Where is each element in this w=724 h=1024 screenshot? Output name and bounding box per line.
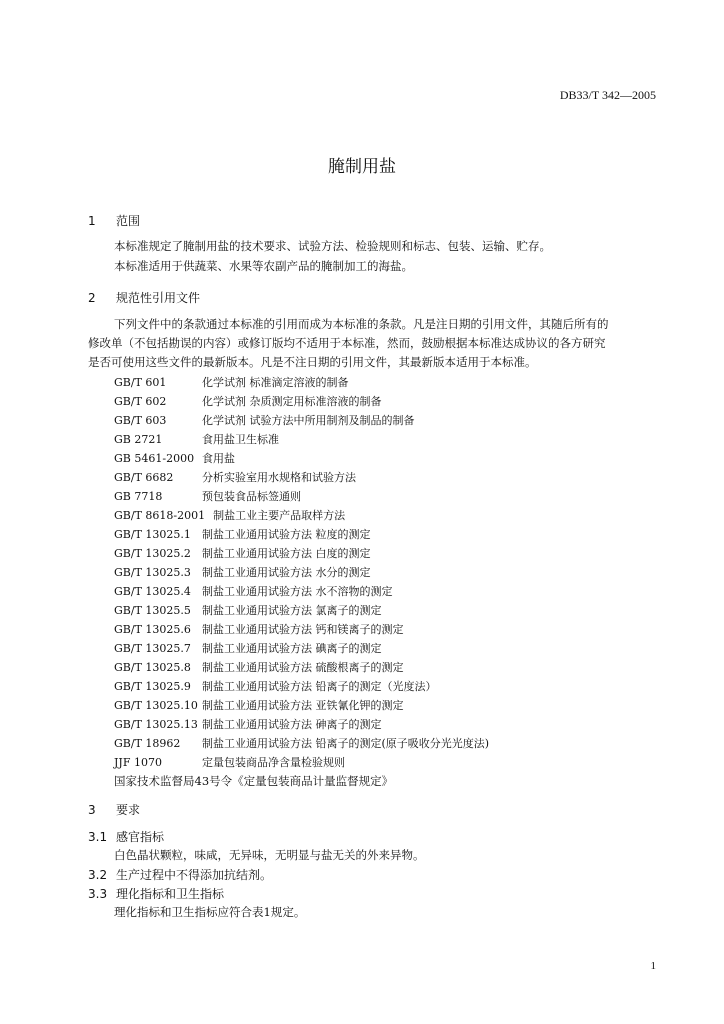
reference-code: GB/T 13025.1 xyxy=(114,528,191,541)
reference-title: 制盐工业通用试验方法 氯离子的测定 xyxy=(202,604,382,617)
reference-item xyxy=(114,678,437,694)
reference-item xyxy=(114,412,415,428)
reference-code: GB 2721 xyxy=(114,433,163,446)
reference-title: 制盐工业通用试验方法 硫酸根离子的测定 xyxy=(202,661,404,674)
reference-code: GB/T 13025.8 xyxy=(114,661,191,674)
reference-item xyxy=(114,431,279,447)
reference-title: 分析实验室用水规格和试验方法 xyxy=(202,471,356,484)
subsection-text: 生产过程中不得添加抗结剂。 xyxy=(116,868,273,882)
reference-title: 定量包装商品净含量检验规则 xyxy=(202,756,345,769)
page-number: 1 xyxy=(650,960,656,972)
section-title: 范围 xyxy=(116,214,141,228)
reference-title: 化学试剂 试验方法中所用制剂及制品的制备 xyxy=(202,414,415,427)
reference-code: GB/T 13025.2 xyxy=(114,547,191,560)
reference-title: 化学试剂 杂质测定用标准溶液的制备 xyxy=(202,395,382,408)
reference-item xyxy=(114,659,404,675)
paragraph-line: 修改单（不包括勘误的内容）或修订版均不适用于本标准，然而，鼓励根据本标准达成协议的各方研究 xyxy=(88,336,606,350)
reference-title: 制盐工业通用试验方法 钙和镁离子的测定 xyxy=(202,623,404,636)
section-title: 要求 xyxy=(116,803,141,817)
reference-item xyxy=(114,564,371,580)
subsection-3-2 xyxy=(88,866,272,883)
standard-code: DB33/T 342—2005 xyxy=(559,88,656,102)
reference-item: 国家技术监督局43号令《定量包装商品计量监督规定》 xyxy=(114,774,394,788)
subsection-3-1-heading xyxy=(88,828,164,845)
reference-item xyxy=(114,716,382,732)
section-title: 规范性引用文件 xyxy=(116,291,201,305)
paragraph: 本标准规定了腌制用盐的技术要求、试验方法、检验规则和标志、包装、运输、贮存。 xyxy=(114,239,551,253)
reference-code: GB 5461-2000 xyxy=(114,452,195,465)
reference-code: GB/T 13025.9 xyxy=(114,680,191,693)
reference-title: 制盐工业通用试验方法 亚铁氰化钾的测定 xyxy=(202,699,404,712)
paragraph: 白色晶状颗粒，味咸，无异味，无明显与盐无关的外来异物。 xyxy=(114,848,425,862)
reference-title: 制盐工业通用试验方法 粒度的测定 xyxy=(202,528,371,541)
reference-item xyxy=(114,488,301,504)
reference-code: GB/T 13025.10 xyxy=(114,699,198,712)
reference-code: GB/T 13025.6 xyxy=(114,623,191,636)
reference-code: GB/T 13025.3 xyxy=(114,566,191,579)
reference-item xyxy=(114,507,345,523)
reference-title: 食用盐 xyxy=(202,452,235,465)
paragraph-line: 是否可使用这些文件的最新版本。凡是不注日期的引用文件，其最新版本适用于本标准。 xyxy=(88,355,537,369)
reference-title: 预包装食品标签通则 xyxy=(202,490,301,503)
section-number: 3 xyxy=(88,803,96,817)
subsection-number: 3.3 xyxy=(88,887,108,901)
reference-item xyxy=(114,526,371,542)
reference-code: JJF 1070 xyxy=(114,756,162,769)
reference-title: 制盐工业通用试验方法 碘离子的测定 xyxy=(202,642,382,655)
reference-code: GB 7718 xyxy=(114,490,163,503)
section-3-heading xyxy=(88,801,140,818)
reference-title: 化学试剂 标准滴定溶液的制备 xyxy=(202,376,349,389)
section-1-heading xyxy=(88,212,140,229)
reference-item xyxy=(114,583,393,599)
reference-code: GB/T 603 xyxy=(114,414,167,427)
reference-code: GB/T 13025.13 xyxy=(114,718,198,731)
reference-code: GB/T 13025.7 xyxy=(114,642,191,655)
subsection-number: 3.2 xyxy=(88,868,108,882)
reference-item xyxy=(114,374,349,390)
reference-item xyxy=(114,735,489,751)
reference-item xyxy=(114,469,356,485)
reference-title: 制盐工业通用试验方法 铅离子的测定(原子吸收分光光度法) xyxy=(202,737,490,750)
section-number: 2 xyxy=(88,291,96,305)
paragraph: 本标准适用于供蔬菜、水果等农副产品的腌制加工的海盐。 xyxy=(114,259,413,273)
reference-title: 制盐工业主要产品取样方法 xyxy=(213,509,346,522)
document-title: 腌制用盐 xyxy=(328,157,396,177)
reference-item xyxy=(114,450,235,466)
reference-item xyxy=(114,602,382,618)
subsection-title: 理化指标和卫生指标 xyxy=(116,887,225,901)
reference-title: 食用盐卫生标准 xyxy=(202,433,279,446)
reference-title: 制盐工业通用试验方法 铅离子的测定（光度法） xyxy=(202,680,437,693)
reference-item xyxy=(114,393,382,409)
reference-code: GB/T 13025.4 xyxy=(114,585,191,598)
subsection-3-3-heading xyxy=(88,885,224,902)
paragraph: 理化指标和卫生指标应符合表1规定。 xyxy=(114,905,306,919)
section-2-heading xyxy=(88,289,200,306)
reference-item xyxy=(114,754,345,770)
reference-item xyxy=(114,697,404,713)
reference-code: GB/T 18962 xyxy=(114,737,181,750)
reference-code: GB/T 13025.5 xyxy=(114,604,191,617)
section-number: 1 xyxy=(88,214,96,228)
reference-title: 制盐工业通用试验方法 水不溶物的测定 xyxy=(202,585,393,598)
reference-code: GB/T 6682 xyxy=(114,471,174,484)
reference-code: GB/T 601 xyxy=(114,376,167,389)
reference-item xyxy=(114,640,382,656)
reference-item xyxy=(114,545,371,561)
reference-title: 制盐工业通用试验方法 白度的测定 xyxy=(202,547,371,560)
paragraph-line: 下列文件中的条款通过本标准的引用而成为本标准的条款。凡是注日期的引用文件，其随后所有的 xyxy=(114,317,609,331)
reference-code: GB/T 8618-2001 xyxy=(114,509,206,522)
reference-item xyxy=(114,621,404,637)
subsection-title: 感官指标 xyxy=(116,830,165,844)
reference-code: GB/T 602 xyxy=(114,395,167,408)
reference-title: 制盐工业通用试验方法 水分的测定 xyxy=(202,566,371,579)
subsection-number: 3.1 xyxy=(88,830,108,844)
reference-title: 制盐工业通用试验方法 砷离子的测定 xyxy=(202,718,382,731)
